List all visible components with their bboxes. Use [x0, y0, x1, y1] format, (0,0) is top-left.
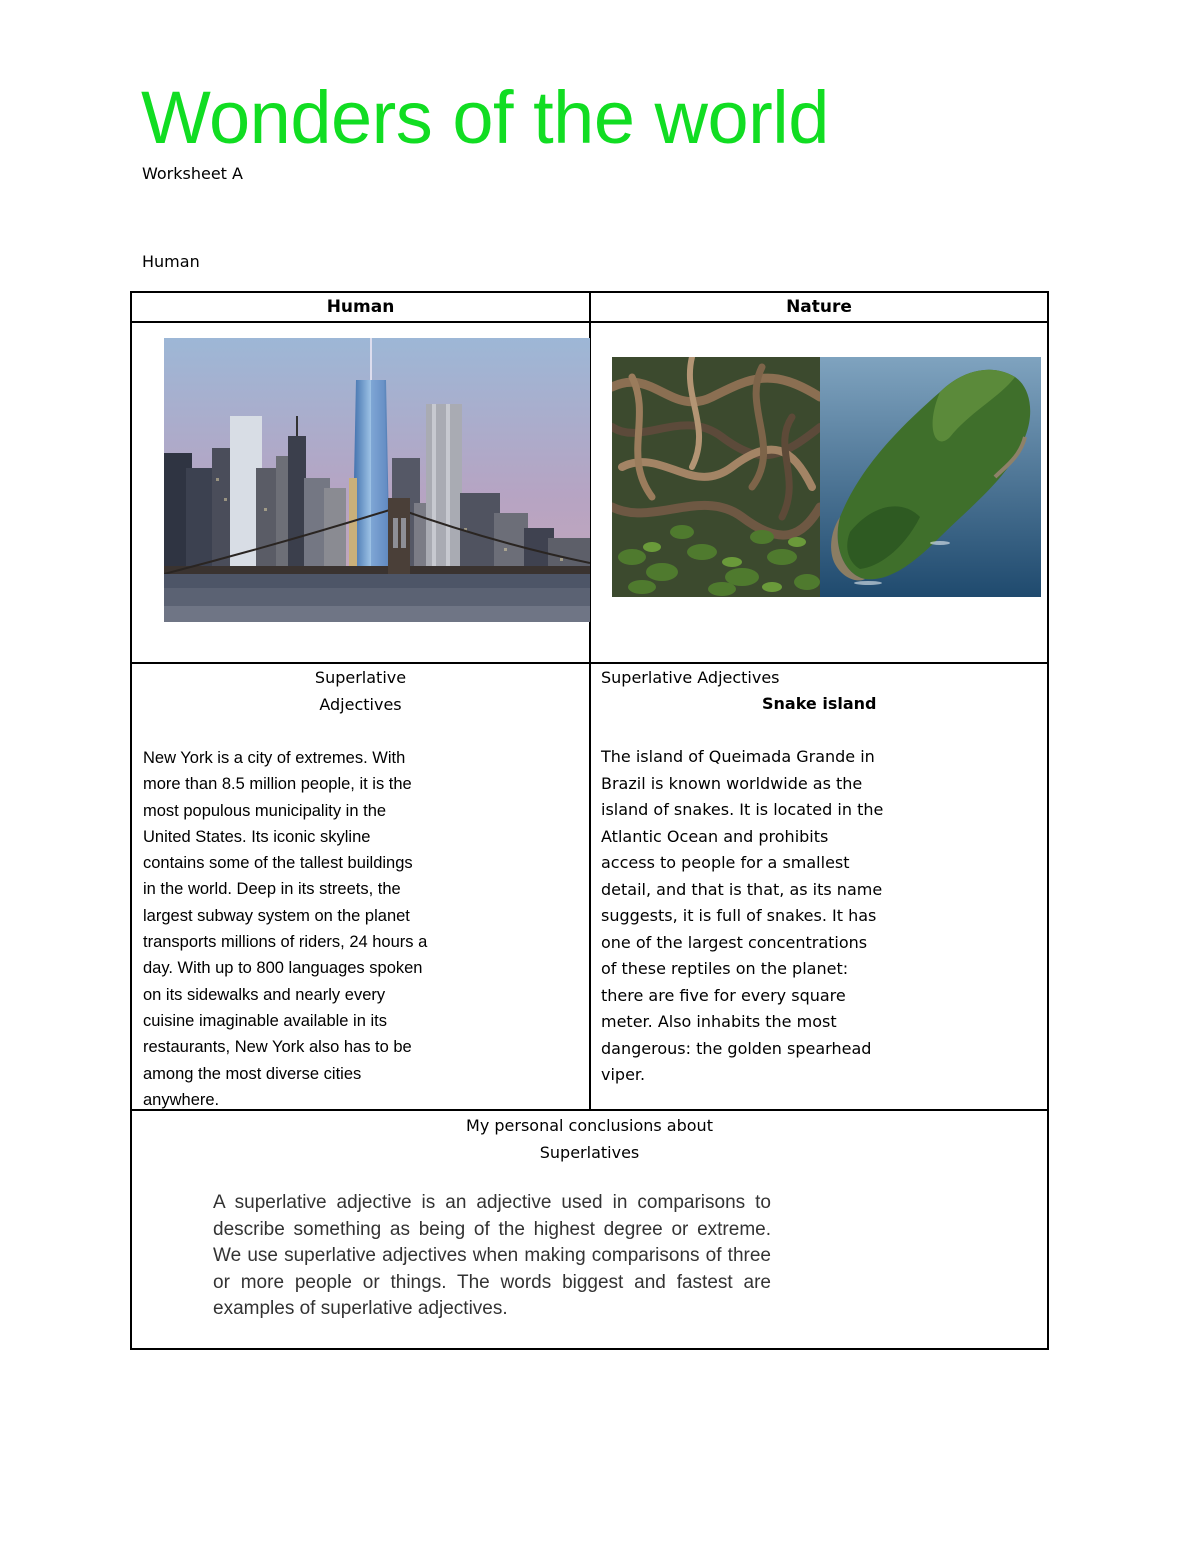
human-heading — [132, 665, 589, 718]
paragraph-line: suggests, it is full of snakes. It has — [601, 906, 877, 925]
paragraph-line: dangerous: the golden spearhead — [601, 1038, 872, 1058]
header-human: Human — [326, 297, 395, 317]
paragraph-line: The island of Queimada Grande in — [601, 747, 875, 766]
paragraph-line: anywhere. — [143, 1090, 220, 1109]
paragraph-line: Brazil is known worldwide as the — [601, 773, 863, 793]
paragraph-line: Atlantic Ocean and prohibits — [601, 826, 829, 846]
paragraph-line: there are five for every square — [601, 985, 846, 1005]
paragraph-line: cuisine imaginable available in its — [143, 1011, 387, 1030]
conclusions-heading-line2: Superlatives — [539, 1142, 640, 1162]
nature-subheading: Snake island — [762, 694, 877, 713]
paragraph-line: of these reptiles on the planet: — [601, 959, 849, 978]
paragraph-line: contains some of the tallest buildings — [143, 854, 413, 873]
paragraph-line: New York is a city of extremes. With — [143, 749, 406, 767]
snakes-image — [612, 357, 820, 597]
page-title: Wonders of the world — [141, 76, 829, 159]
paragraph-line: meter. Also inhabits the most — [601, 1012, 837, 1031]
worksheet-label: Worksheet A — [142, 164, 243, 183]
paragraph-line: one of the largest concentrations — [601, 932, 868, 952]
paragraph-line: more than 8.5 million people, it is the — [143, 775, 412, 794]
paragraph-line: on its sidewalks and nearly every — [143, 985, 386, 1004]
new-york-skyline-image — [164, 338, 590, 622]
table-border-bottom — [130, 1348, 1049, 1350]
paragraph-line: day. With up to 800 languages spoken — [143, 959, 423, 978]
paragraph-line: viper. — [601, 1065, 646, 1084]
human-paragraph — [143, 745, 563, 1113]
nature-heading: Superlative Adjectives — [601, 668, 780, 687]
conclusions-heading-line1: My personal conclusions about — [466, 1116, 713, 1135]
conclusions-text: A superlative adjective is an adjective used in comparisons to describe something as being of the highest degree or extreme. We use superlative adjectives when making comparisons of three or more people or things. The words biggest and fastest are examples of superlative adjectives. — [213, 1192, 771, 1319]
table-border-right — [1047, 291, 1049, 1350]
paragraph-line: detail, and that is that, as its name — [601, 879, 883, 899]
paragraph-line: largest subway system on the planet — [143, 906, 410, 925]
human-heading-line2: Adjectives — [319, 694, 402, 714]
nature-paragraph — [601, 744, 1021, 1089]
paragraph-line: island of snakes. It is located in the — [601, 800, 884, 819]
paragraph-line: among the most diverse cities — [143, 1064, 362, 1083]
paragraph-line: transports millions of riders, 24 hours a — [143, 933, 428, 952]
header-nature: Nature — [786, 297, 852, 317]
paragraph-line: in the world. Deep in its streets, the — [143, 880, 401, 899]
human-heading-line1: Superlative — [314, 668, 407, 687]
paragraph-line: restaurants, New York also has to be — [143, 1038, 412, 1057]
conclusions-heading — [132, 1113, 1047, 1166]
paragraph-line: most populous municipality in the — [143, 801, 387, 820]
paragraph-line: access to people for a smallest — [601, 853, 850, 872]
section-label: Human — [142, 252, 200, 271]
island-image — [820, 357, 1041, 597]
paragraph-line: United States. Its iconic skyline — [143, 827, 371, 846]
table-border-left — [130, 291, 132, 1350]
